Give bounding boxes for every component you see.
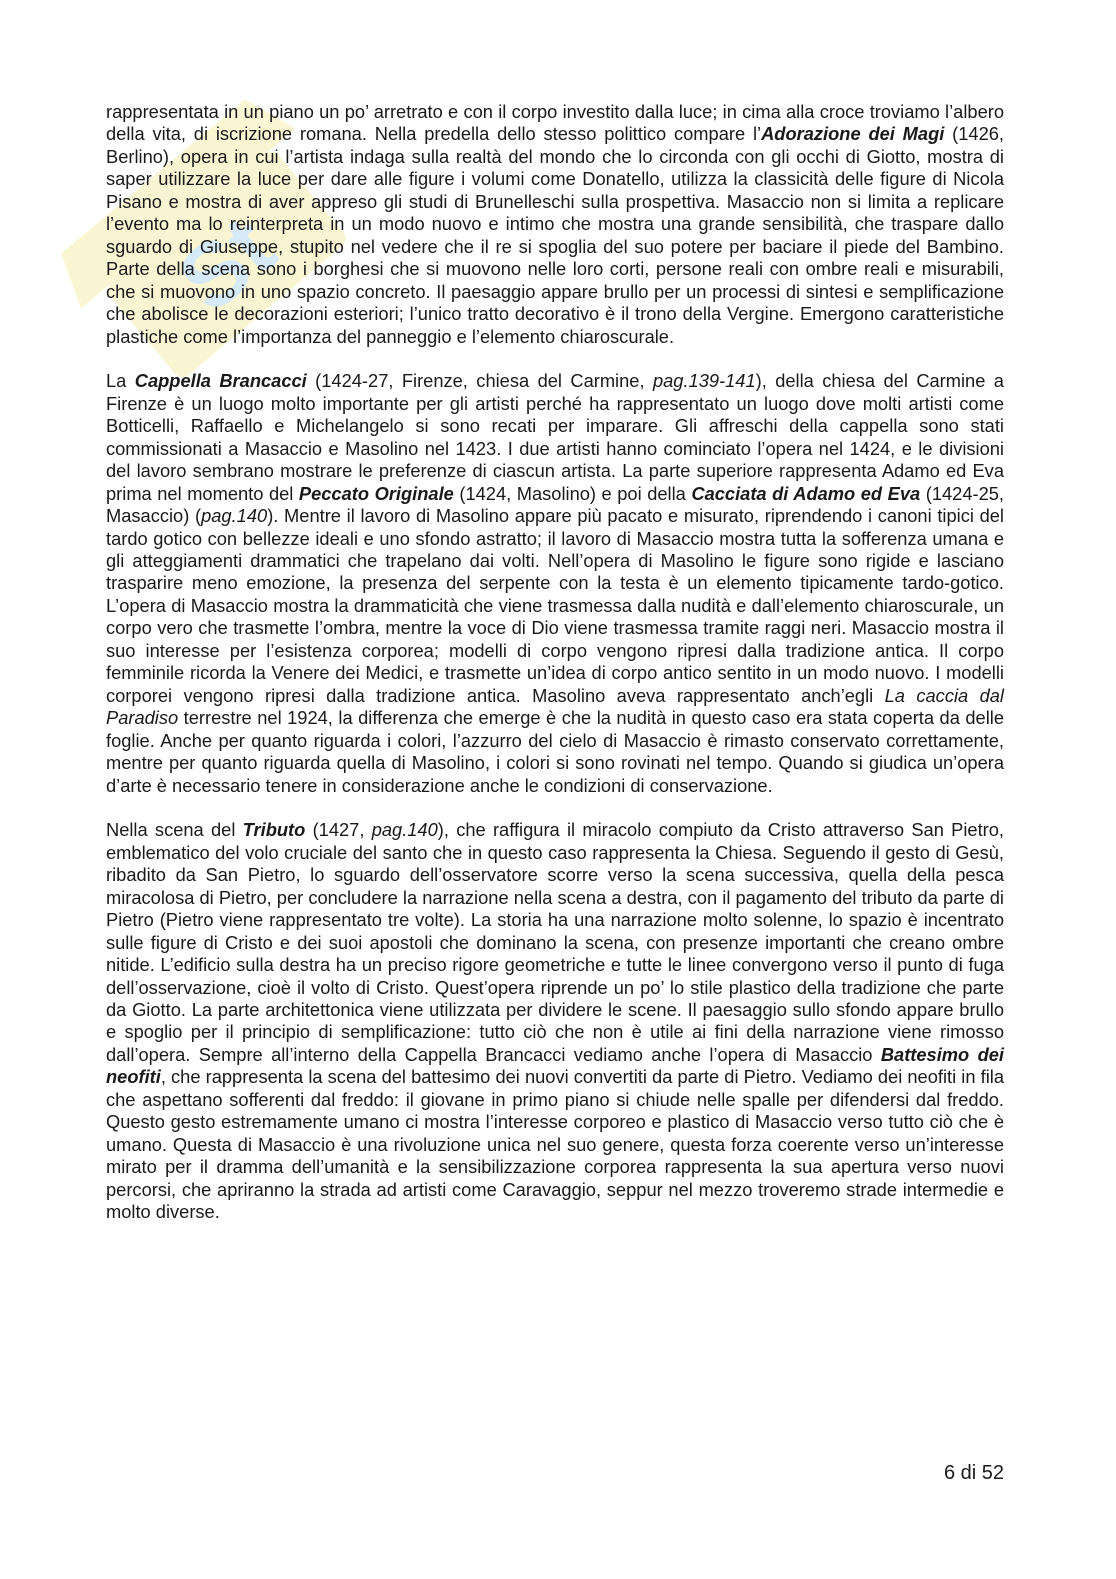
italic-reference: pag.140: [201, 505, 268, 527]
paragraph-adorazione: [106, 101, 1004, 348]
document-body: [106, 101, 1004, 1246]
paragraph-cappella-brancacci: [106, 370, 1004, 797]
text-run: Nella scena del: [106, 819, 243, 841]
paragraph-tributo: [106, 819, 1004, 1223]
text-run: (1424, Masolino) e poi della: [453, 482, 692, 504]
page-number: 6 di 52: [943, 1462, 1004, 1484]
svg-text:St: St: [160, 197, 294, 332]
text-run: ). Mentre il lavoro di Masolino appare più pacato e misurato, riprendendo i canoni tipici del tardo gotico con bellezze ideali e uno sfondo astratto; il lavoro di Masaccio mostra tutta la sofferenza umana e gli atteggiamenti drammatici che trapelano dai volti. Nell’opera di Masolino le figure sono rigide e lasciano trasparire meno emozione, la presenza del serpente con la testa è un elemento tipicamente tardo-gotico. L’opera di Masaccio mostra la drammaticità che viene trasmessa dalla nudità e dall’elemento chiaroscurale, un corpo vero che trasmette l’ombra, mentre la voce di Dio viene trasmessa tramite raggi neri. Masaccio mostra il suo interesse per l’esistenza corporea; modelli di corpo vengono ripresi dalla tradizione antica. Il corpo femminile ricorda la Venere dei Medici, e trasmette un’idea di corpo antico sentito in un modo nuovo. I modelli corporei vengono ripresi dalla tradizione antica. Masolino aveva rappresentato anch’egli: [106, 505, 1004, 706]
artwork-title: Peccato Originale: [298, 482, 454, 504]
italic-reference: pag.140: [371, 819, 438, 841]
italic-reference: pag.139-141: [652, 370, 756, 392]
text-run: (1424-27, Firenze, chiesa del Carmine,: [306, 370, 653, 392]
text-run: (1427,: [305, 819, 372, 841]
text-run: rappresentata in un piano un po’ arretrato e con il corpo investito dalla luce; in cima alla croce troviamo l’albero della vita, di iscrizione romana. Nella predella dello stesso polittico compare l’: [106, 101, 1004, 145]
text-run: ), che raffigura il miracolo compiuto da Cristo attraverso San Pietro, emblematico del volo cruciale del santo che in questo caso rappresenta la Chiesa. Seguendo il gesto di Gesù, ribadito da San Pietro, lo sguardo dell’osservatore scorre verso la scena successiva, quella della pesca miracolosa di Pietro, per concludere la narrazione nella scena a destra, con il pagamento del tributo da parte di Pietro (Pietro viene rappresentato tre volte). La storia ha una narrazione molto solenne, lo spazio è incentrato sulle figure di Cristo e dei suoi apostoli che dominano la scena, con presenze importanti che creano ombre nitide. L’edificio sulla destra ha un preciso rigore geometriche e tutte le linee convergono verso il punto di fuga dell’osservazione, cioè il volto di Cristo. Quest’opera riprende un po’ lo stile plastico della tradizione che parte da Giotto. La parte architettonica viene utilizzata per dividere le scene. Il paesaggio sullo sfondo appare brullo e spoglio per il principio di semplificazione: tutto ciò che non è utile ai fini della narrazione viene rimosso dall’opera. Sempre all’interno della Cappella Brancacci vediamo anche l’opera di Masaccio: [106, 819, 1004, 1065]
italic-reference: La caccia dal Paradiso: [106, 684, 1004, 729]
artwork-title: Cacciata di Adamo ed Eva: [691, 482, 921, 504]
artwork-title: Adorazione dei Magi: [761, 123, 945, 145]
text-run: (1424-25, Masaccio) (: [106, 482, 1004, 527]
text-run: ), della chiesa del Carmine a Firenze è un luogo molto importante per gli artisti perché ha rappresentato un luogo dove molti artisti come Botticelli, Raffaello e Michelangelo si sono recati per imparare. Gli affreschi della cappella sono stati commissionati a Masaccio e Masolino nel 1423. I due artisti hanno cominciato l’opera nel 1424, e le divisioni del lavoro sembrano mostrare le preferenze di ciascun artista. La parte superiore rappresenta Adamo ed Eva prima nel momento del: [106, 370, 1004, 504]
text-run: La: [106, 370, 135, 392]
text-run: (1426, Berlino), opera in cui l’artista indaga sulla realtà del mondo che lo circonda con gli occhi di Giotto, mostra di saper utilizzare la luce per dare alle figure i volumi come Donatello, utilizza la classicità delle figure di Nicola Pisano e mostra di aver appreso gli studi di Brunelleschi sulla prospettiva. Masaccio non si limita a replicare l’evento ma lo reinterpreta in un modo nuovo e intimo che mostra una grande sensibilità, che traspare dallo sguardo di Giuseppe, stupito nel vedere che il re si spoglia del suo potere per baciare il piede del Bambino. Parte della scena sono i borghesi che si muovono nelle loro corti, persone reali con ombre reali e misurabili, che si muovono in uno spazio concreto. Il paesaggio appare brullo per un processi di sintesi e semplificazione che abolisce le decorazioni esteriori; l’unico tratto decorativo è il trono della Vergine. Emergono caratteristiche plastiche come l’importanza del panneggio e l’elemento chiaroscurale.: [106, 123, 1004, 347]
text-run: terrestre nel 1924, la differenza che emerge è che la nudità in questo caso era stata coperta da delle foglie. Anche per quanto riguarda i colori, l’azzurro del cielo di Masaccio è rimasto conservato correttamente, mentre per quanto riguarda quella di Masolino, i colori si sono rovinati nel tempo. Quando si giudica un’opera d’arte è necessario tenere in considerazione anche le condizioni di conservazione.: [106, 707, 1004, 796]
artwork-title: Cappella Brancacci: [134, 370, 307, 392]
text-run: , che rappresenta la scena del battesimo dei nuovi convertiti da parte di Pietro. Vediamo dei neofiti in fila che aspettano sofferenti dal freddo: il giovane in primo piano si chiude nelle spalle per difendersi dal freddo. Questo gesto estremamente umano ci mostra l’interesse corporeo e plastico di Masaccio verso tutto ciò che è umano. Questa di Masaccio è una rivoluzione unica nel suo genere, questa forza coerente verso un’interesse mirato per il dramma dell’umanità e la sensibilizzazione corporea rappresenta la sua apertura verso nuovi percorsi, che apriranno la strada ad artisti come Caravaggio, seppur nel mezzo troveremo strade intermedie e molto diverse.: [106, 1066, 1004, 1223]
artwork-title: Tributo: [242, 819, 306, 841]
artwork-title: Battesimo dei neofiti: [106, 1043, 1004, 1088]
